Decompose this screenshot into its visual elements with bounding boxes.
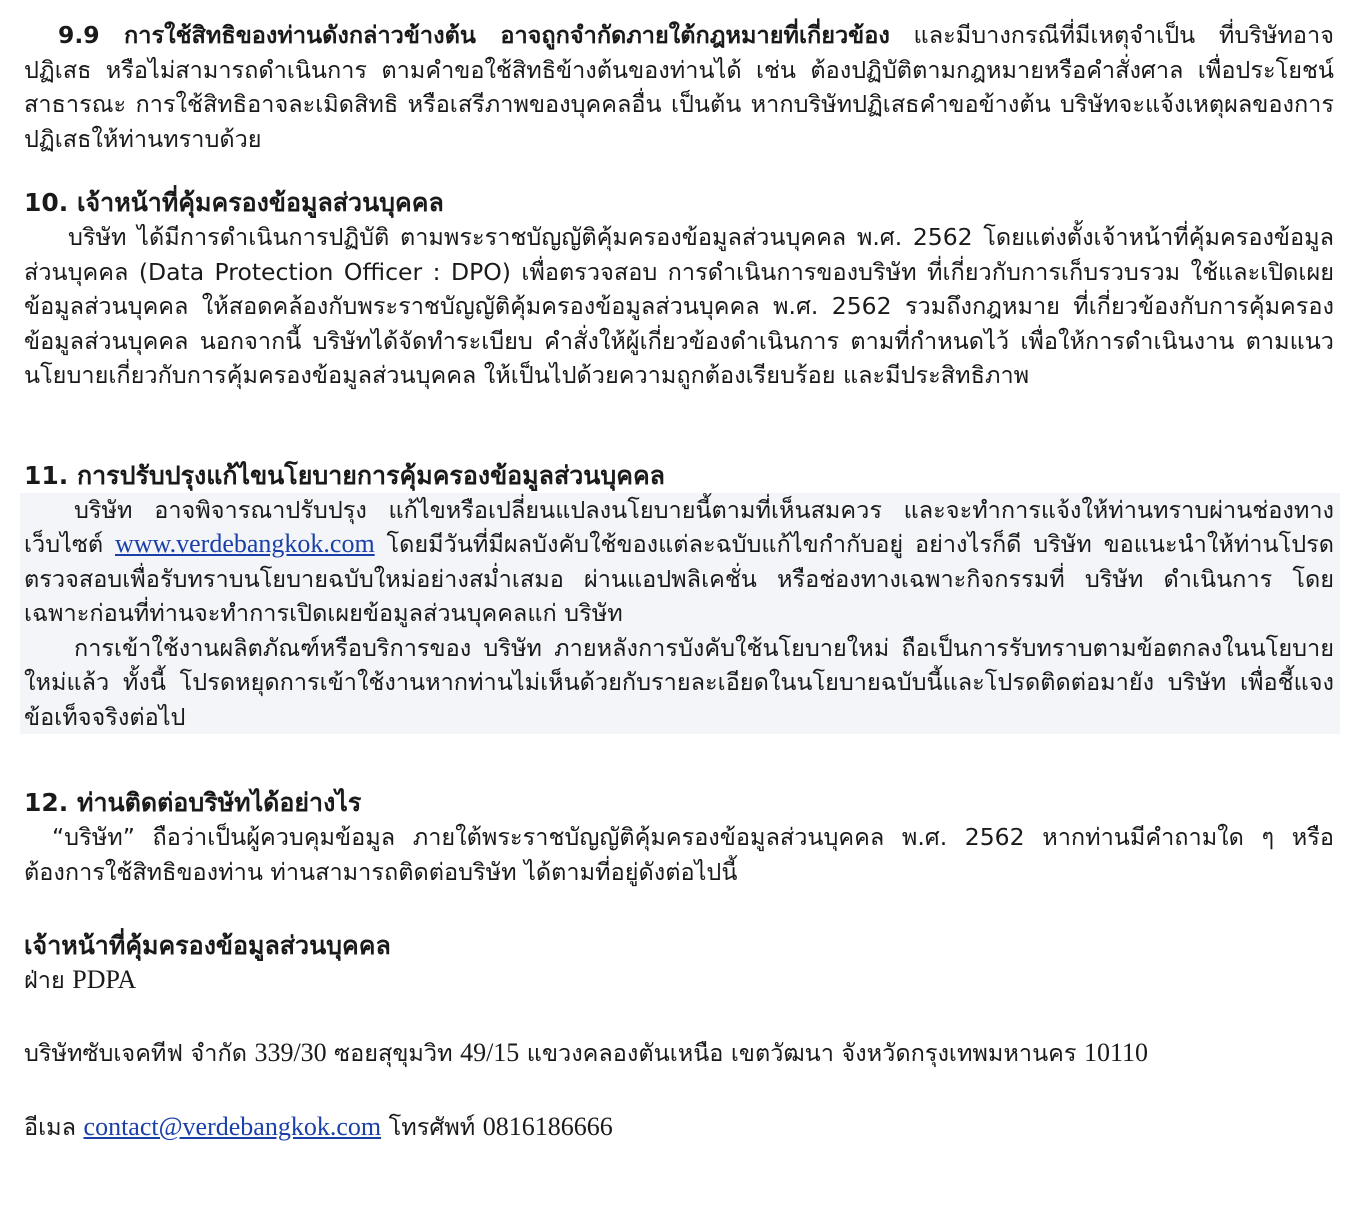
address-soi: ซอยสุขุมวิท <box>334 1038 453 1067</box>
address-postcode: 10110 <box>1084 1037 1149 1067</box>
section-11-shaded-block <box>20 493 1340 735</box>
section-9-9-lead: 9.9 การใช้สิทธิของท่านดังกล่าวข้างต้น อาจถูกจำกัดภายใต้กฎหมายที่เกี่ยวข้อง <box>58 21 890 49</box>
address-soi-number: 49/15 <box>460 1037 520 1067</box>
section-12-heading: 12. ท่านติดต่อบริษัทได้อย่างไร <box>24 788 362 817</box>
section-12-body: “บริษัท” ถือว่าเป็นผู้ควบคุมข้อมูล ภายใต้พระราชบัญญัติคุ้มครองข้อมูลส่วนบุคคล พ.ศ. 2562 หากท่านมีคำถามใด ๆ หรือต้องการใช้สิทธิของท่าน ท่านสามารถติดต่อบริษัท ได้ตามที่อยู่ดังต่อไปนี้ <box>24 823 1334 886</box>
document-body <box>24 18 1334 1145</box>
phone-number: 0816186666 <box>482 1112 613 1141</box>
section-11-p1-before-link: บริษัท อาจพิจารณาปรับปรุง แก้ไขหรือเปลี่ยนแปลงนโยบายนี้ตามที่เห็นสมควร และจะทำการแจ้งให้ท่านทราบผ่านช่องทางเว็บไซต์ <box>24 495 1334 558</box>
address-district: แขวงคลองตันเหนือ เขตวัฒนา จังหวัดกรุงเทพมหานคร <box>526 1038 1077 1067</box>
department-value: PDPA <box>72 965 137 994</box>
company-address <box>24 1036 1334 1071</box>
section-9-9-paragraph <box>24 18 1334 156</box>
contact-line <box>24 1110 1334 1145</box>
section-11-p1-after-link: โดยมีวันที่มีผลบังคับใช้ของแต่ละฉบับแก้ไขกำกับอยู่ อย่างไรก็ดี บริษัท ขอแนะนำให้ท่านโปรดตรวจสอบเพื่อรับทราบนโยบายฉบับใหม่อย่างสม่ำเสมอ ผ่านแอปพลิเคชั่น หรือช่องทางเฉพาะกิจกรรมที่ บริษัท ดำเนินการ โดยเฉพาะก่อนที่ท่านจะทำการเปิดเผยข้อมูลส่วนบุคคลแก่ บริษัท <box>24 530 1334 627</box>
company-name: บริษัทซับเจคทีฟ จำกัด <box>24 1038 247 1067</box>
section-9-9-text: และมีบางกรณีที่มีเหตุจำเป็น ที่บริษัทอาจปฏิเสธ หรือไม่สามารถดำเนินการ ตามคำขอใช้สิทธิข้างต้นของท่านได้ เช่น ต้องปฏิบัติตามกฎหมายหรือคำสั่งศาล เพื่อประโยชน์สาธารณะ การใช้สิทธิอาจละเมิดสิทธิ หรือเสรีภาพของบุคคลอื่น เป็นต้น หากบริษัทปฏิเสธคำขอข้างต้น บริษัทจะแจ้งเหตุผลของการปฏิเสธให้ท่านทราบด้วย <box>24 21 1334 153</box>
email-link[interactable]: contact@verdebangkok.com <box>83 1112 382 1141</box>
department-label: ฝ่าย <box>24 966 65 994</box>
dpo-heading: เจ้าหน้าที่คุ้มครองข้อมูลส่วนบุคคล <box>24 931 391 960</box>
address-number: 339/30 <box>254 1037 327 1067</box>
website-link[interactable]: www.verdebangkok.com <box>115 529 375 558</box>
email-label: อีเมล <box>24 1113 77 1141</box>
section-11-paragraph-2: การเข้าใช้งานผลิตภัณฑ์หรือบริการของ บริษัท ภายหลังการบังคับใช้นโยบายใหม่ ถือเป็นการรับทราบตามข้อตกลงในนโยบายใหม่แล้ว ทั้งนี้ โปรดหยุดการเข้าใช้งานหากท่านไม่เห็นด้วยกับรายละเอียดในนโยบายฉบับนี้และโปรดติดต่อมายัง บริษัท เพื่อชี้แจงข้อเท็จจริงต่อไป <box>24 633 1334 731</box>
section-10-heading: 10. เจ้าหน้าที่คุ้มครองข้อมูลส่วนบุคคล <box>24 188 444 217</box>
section-11-heading: 11. การปรับปรุงแก้ไขนโยบายการคุ้มครองข้อมูลส่วนบุคคล <box>24 460 666 490</box>
section-11-paragraph-1 <box>24 493 1334 631</box>
phone-label: โทรศัพท์ <box>388 1113 476 1141</box>
department-line <box>24 963 1334 998</box>
section-10-body: บริษัท ได้มีการดำเนินการปฏิบัติ ตามพระราชบัญญัติคุ้มครองข้อมูลส่วนบุคคล พ.ศ. 2562 โดยแต่งตั้งเจ้าหน้าที่คุ้มครองข้อมูลส่วนบุคคล (Data Protection Officer : DPO) เพื่อตรวจสอบ การดำเนินการของบริษัท ที่เกี่ยวกับการเก็บรวบรวม ใช้และเปิดเผยข้อมูลส่วนบุคคล ให้สอดคล้องกับพระราชบัญญัติคุ้มครองข้อมูลส่วนบุคคล พ.ศ. 2562 รวมถึงกฎหมาย ที่เกี่ยวข้องกับการคุ้มครองข้อมูลส่วนบุคคล นอกจากนี้ บริษัทได้จัดทำระเบียบ คำสั่งให้ผู้เกี่ยวข้องดำเนินการ ตามที่กำหนดไว้ เพื่อให้การดำเนินงาน ตามแนวนโยบายเกี่ยวกับการคุ้มครองข้อมูลส่วนบุคคล ให้เป็นไปด้วยความถูกต้องเรียบร้อย และมีประสิทธิภาพ <box>24 223 1334 389</box>
